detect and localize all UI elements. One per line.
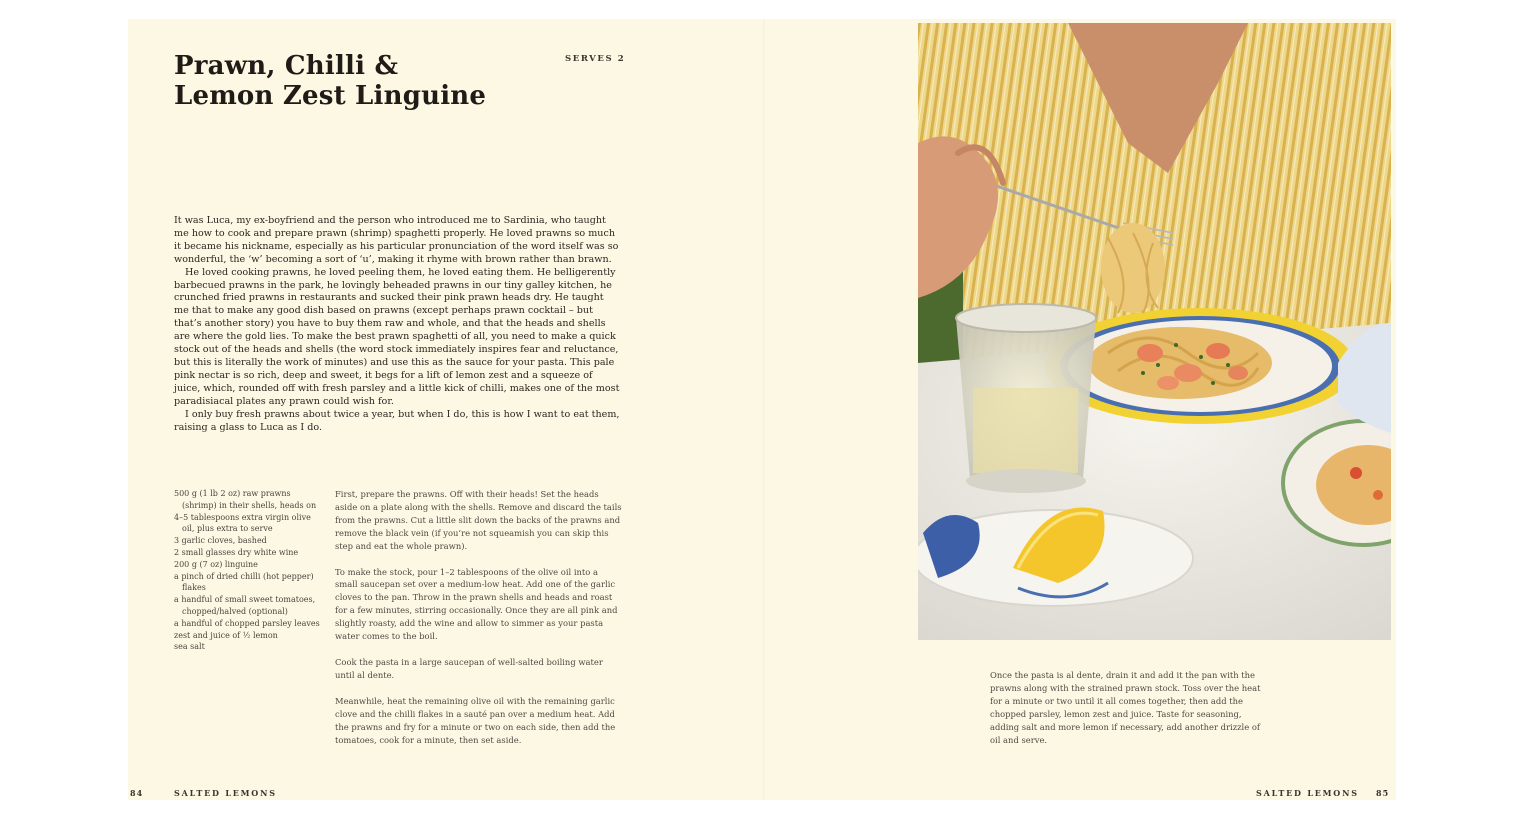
method-step: Once the pasta is al dente, drain it and add it the pan with the prawns along with the strained prawn stock. Toss over the heat for a minute or two until it all comes together, then add the chopped parsley, lemon zest and juice. Taste for seasoning, adding salt and more lemon if necessary, add another drizzle of oil and serve. bbox=[990, 670, 1261, 745]
twirled-pasta bbox=[1101, 223, 1165, 313]
method-left-column bbox=[335, 488, 623, 759]
intro-text bbox=[174, 215, 620, 434]
left-running-title: SALTED LEMONS bbox=[174, 788, 277, 798]
intro-paragraph: He loved cooking prawns, he loved peeling them, he loved eating them. He belligerently barbecued prawns in the park, he lovingly beheaded prawns in our tiny galley kitchen, he crunched fried prawns in restaurants and sucked their pink prawn heads dry. He taught me that to make any good dish based on prawns (except perhaps prawn cocktail – but that’s another story) you have to buy them raw and whole, and that the heads and shells are where the gold lies. To make the best prawn spaghetti of all, you need to make a quick stock out of the heads and shells (the word stock immediately inspires fear and reluctance, but this is literally the work of minutes) and use this as the sauce for your pasta. This pale pink nectar is so rich, deep and sweet, it begs for a lift of lemon zest and a squeeze of juice, which, rounded off with fresh parsley and a little kick of chilli, makes one of the most paradisiacal plates any prawn could wish for. bbox=[174, 266, 620, 407]
ingredient-item: zest and juice of ½ lemon bbox=[174, 630, 278, 640]
book-spread bbox=[128, 19, 1396, 800]
ingredient-item: sea salt bbox=[174, 642, 205, 652]
serves-label: SERVES 2 bbox=[565, 54, 626, 64]
recipe-photo-illustration bbox=[918, 23, 1391, 640]
ingredient-item: a pinch of dried chilli (hot pepper) flakes bbox=[174, 571, 314, 593]
method-step: Meanwhile, heat the remaining olive oil with the remaining garlic clove and the chilli flakes in a sauté pan over a medium heat. Add the prawns and fry for a minute or two on each side, then add the tomatoes, cook for a minute, then set aside. bbox=[335, 695, 616, 745]
ingredient-item: 200 g (7 oz) linguine bbox=[174, 559, 258, 569]
left-page-number: 84 bbox=[130, 788, 144, 798]
right-running-title: SALTED LEMONS bbox=[1256, 788, 1359, 798]
method-step: To make the stock, pour 1–2 tablespoons of the olive oil into a small saucepan set over a medium-low heat. Add one of the garlic cloves to the pan. Throw in the prawn shells and heads and roast for a few minutes, stirring occasionally. Once they are all pink and slightly roasty, add the wine and allow to simmer as your pasta water comes to the boil. bbox=[335, 566, 618, 642]
recipe-title bbox=[174, 51, 486, 111]
ingredients-list bbox=[174, 488, 324, 653]
method-step: Cook the pasta in a large saucepan of well-salted boiling water until al dente. bbox=[335, 656, 603, 680]
ingredient-item: a handful of chopped parsley leaves bbox=[174, 618, 320, 628]
method-step: First, prepare the prawns. Off with their heads! Set the heads aside on a plate along with the shells. Remove and discard the tails from the prawns. Cut a little slit down the backs of the prawns and remove the black vein (if you’re not squeamish you can skip this step and eat the whole prawn). bbox=[335, 489, 622, 551]
method-right-column bbox=[990, 669, 1266, 746]
water-glass bbox=[956, 304, 1096, 493]
ingredient-item: 2 small glasses dry white wine bbox=[174, 547, 299, 557]
intro-paragraph: It was Luca, my ex-boyfriend and the person who introduced me to Sardinia, who taught me how to cook and prepare prawn (shrimp) spaghetti properly. He loved prawns so much it became his nickname, especially as his particular pronunciation of the word itself was so wonderful, the ‘w’ becoming a sort of ‘u’, making it rhyme with brown rather than brawn. bbox=[174, 215, 619, 265]
right-page-number: 85 bbox=[1376, 788, 1390, 798]
gutter bbox=[763, 19, 765, 800]
ingredient-item: a handful of small sweet tomatoes, chopped/halved (optional) bbox=[174, 595, 316, 616]
intro-paragraph: I only buy fresh prawns about twice a year, but when I do, this is how I want to eat them, raising a glass to Luca as I do. bbox=[174, 408, 620, 433]
recipe-title-line1: Prawn, Chilli & bbox=[174, 51, 399, 81]
ingredient-item: 4–5 tablespoons extra virgin olive oil, plus extra to serve bbox=[174, 512, 311, 534]
recipe-photo bbox=[918, 23, 1391, 640]
ingredient-item: 500 g (1 lb 2 oz) raw prawns (shrimp) in their shells, heads on bbox=[174, 489, 317, 510]
ingredient-item: 3 garlic cloves, bashed bbox=[174, 536, 267, 546]
recipe-title-line2: Lemon Zest Linguine bbox=[174, 81, 487, 111]
